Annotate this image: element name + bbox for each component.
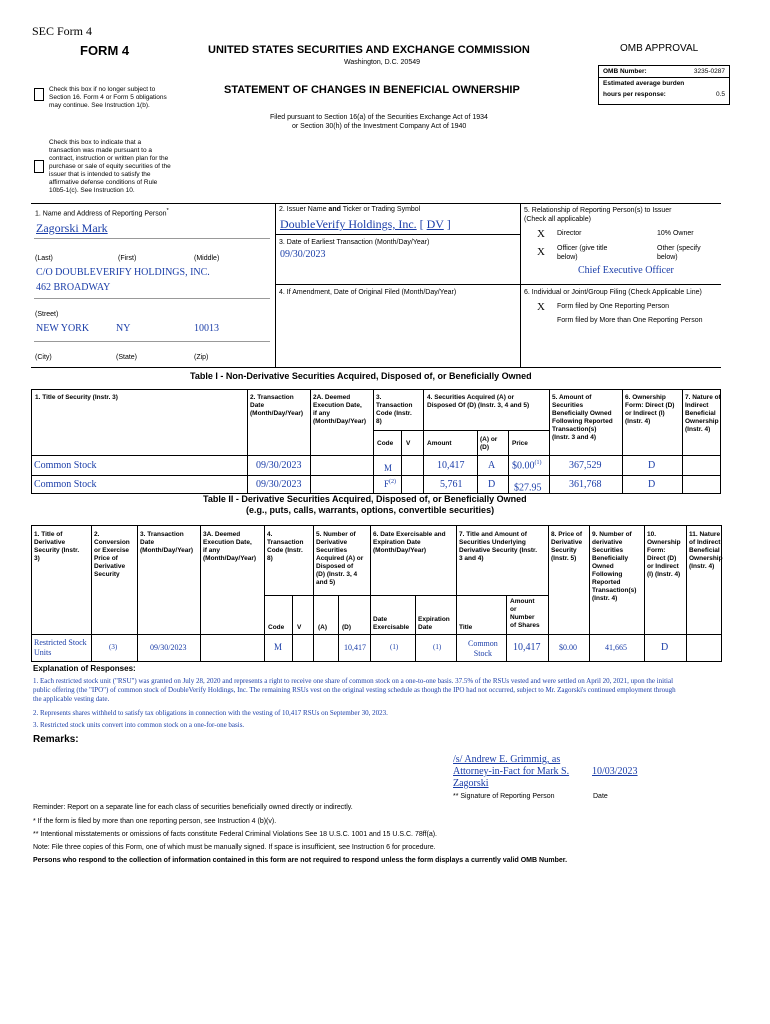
t1-r2-owned: 361,768 <box>569 479 602 490</box>
director-label: Director <box>557 230 582 237</box>
box1-label: 1. Name and Address of Reporting Person* <box>35 208 169 218</box>
t2-h7: 7. Title and Amount of Securities Underlying Derivative Security (Instr. 3 and 4) <box>459 531 538 562</box>
date-label: Date <box>593 793 608 800</box>
t1-r2-form: D <box>648 479 656 490</box>
t2-r1-date: 09/30/2023 <box>150 643 187 652</box>
first-label: (First) <box>118 255 137 262</box>
filed-line-2: or Section 30(h) of the Investment Company Act of 1940 <box>292 123 467 130</box>
form-title: FORM 4 <box>80 43 130 58</box>
t1-sub-price: Price <box>512 440 528 447</box>
director-check[interactable]: X <box>537 228 545 240</box>
t2-r1-underlying-amount: 10,417 <box>513 642 541 653</box>
omb-number: 3235-0287 <box>693 68 725 75</box>
last-label: (Last) <box>35 255 53 262</box>
footnote-1: 1. Each restricted stock unit ("RSU") was granted on July 28, 2020 and represents a right to receive one share of common stock on a one-to-one basis. 37.5% of the RSUs vested and were settled on April 20, 2021, upon the initial public offering (the "IPO") of common stock of DoubleVerify Holdings, Inc. The remaining RSUs vest on the original vesting schedule as though the IPO had not occurred, subject to Mr. Zagorski's continued employment through the applicable vesting date. <box>33 677 676 703</box>
t2-h2: 2. Conversion or Exercise Price of Derivative Security <box>94 531 130 578</box>
t2-h3: 3. Transaction Date (Month/Day/Year) <box>140 531 194 554</box>
t2-h11: 11. Nature of Indirect Beneficial Ownership (Instr. 4) <box>689 531 723 570</box>
footnote-3: 3. Restricted stock units convert into common stock on a one-for-one basis. <box>33 721 245 729</box>
t1-h3: 3. Transaction Code (Instr. 8) <box>376 394 413 425</box>
t1-r1-title: Common Stock <box>34 460 97 471</box>
address-line-2: 462 BROADWAY <box>36 282 111 293</box>
t1-r1-date: 09/30/2023 <box>256 460 302 471</box>
t2-r1-owned: 41,665 <box>605 643 627 652</box>
statement-title: STATEMENT OF CHANGES IN BENEFICIAL OWNERSHIP <box>224 84 520 96</box>
address-line-1: C/O DOUBLEVERIFY HOLDINGS, INC. <box>36 267 210 278</box>
box2-label: 2. Issuer Name and Ticker or Trading Symbol <box>279 206 421 213</box>
t1-h7: 7. Nature of Indirect Beneficial Ownership (Instr. 4) <box>685 394 721 433</box>
reporting-person-name[interactable]: Zagorski Mark <box>36 221 108 235</box>
persons-note: Persons who respond to the collection of information contained in this form are not required to respond unless the form displays a currently valid OMB Number. <box>33 857 568 864</box>
t2-r1-exercisable: (1) <box>390 643 399 651</box>
table1-title: Table I - Non-Derivative Securities Acquired, Disposed of, or Beneficially Owned <box>190 371 532 381</box>
reminder-text: Reminder: Report on a separate line for each class of securities beneficially owned directly or indirectly. <box>33 804 353 811</box>
t2-h6: 6. Date Exercisable and Expiration Date (Month/Day/Year) <box>373 531 446 554</box>
t2-r1-title: Restricted Stock Units <box>34 638 87 657</box>
owner10-label: 10% Owner <box>657 230 694 237</box>
dstar-note: ** Intentional misstatements or omissions of facts constitute Federal Criminal Violations See 18 U.S.C. 1001 and 15 U.S.C. 78ff(a). <box>33 831 437 838</box>
omb-box <box>598 65 730 105</box>
signature: /s/ Andrew E. Grimmig, as Attorney-in-Fact for Mark S. Zagorski <box>453 754 570 789</box>
t2-h1: 1. Title of Derivative Security (Instr. 3) <box>34 531 80 562</box>
t2-r1-underlying-title: Common Stock <box>468 639 498 658</box>
omb-number-label: OMB Number: <box>603 68 647 75</box>
t1-sub-code: Code <box>377 440 394 447</box>
state-value: NY <box>116 323 131 334</box>
t1-r2-code: $F^{(2)}$ <box>384 479 397 489</box>
one-person-label: Form filed by One Reporting Person <box>557 303 670 310</box>
omb-hours-label: hours per response: <box>603 91 666 98</box>
box6-label: 6. Individual or Joint/Group Filing (Check Applicable Line) <box>524 289 702 296</box>
t1-r1-form: D <box>648 460 656 471</box>
t2-h10: 10. Ownership Form: Direct (D) or Indirect (I) (Instr. 4) <box>647 531 681 578</box>
t2-h8: 8. Price of Derivative Security (Instr. 5) <box>551 531 583 562</box>
copies-note: Note: File three copies of this Form, one of which must be manually signed. If space is insufficient, see Instruction 6 for procedure. <box>33 844 436 851</box>
issuer-name: DoubleVerify Holdings, Inc. [ DV ] <box>280 217 451 231</box>
omb-title: OMB APPROVAL <box>620 43 699 54</box>
t1-h2: 2. Transaction Date (Month/Day/Year) <box>250 394 304 417</box>
t2-h5: 5. Number of Derivative Securities Acquired (A) or Disposed of (D) (Instr. 3, 4 and 5) <box>316 531 364 586</box>
filed-line-1: Filed pursuant to Section 16(a) of the Securities Exchange Act of 1934 <box>270 114 488 121</box>
t1-h6: 6. Ownership Form: Direct (D) or Indirect (I) (Instr. 4) <box>625 394 675 425</box>
t1-r1-code: M <box>384 463 393 473</box>
t1-sub-amount: Amount <box>427 440 452 447</box>
t1-sub-v: V <box>406 440 411 447</box>
section16-text: Check this box if no longer subject to Section 16. Form 4 or Form 5 obligations may continue. See Instruction 1(b). <box>49 86 167 109</box>
footnote-2: 2. Represents shares withheld to satisfy tax obligations in connection with the vesting of 10,417 RSUs on September 30, 2023. <box>33 709 388 717</box>
omb-hours: 0.5 <box>715 91 725 98</box>
state-label: (State) <box>116 354 138 361</box>
street-label: (Street) <box>35 311 59 318</box>
box3-label: 3. Date of Earliest Transaction (Month/Day/Year) <box>279 239 430 246</box>
t2-sub-code: Code <box>268 624 285 631</box>
t2-r1-d: 10,417 <box>344 643 366 652</box>
omb-burden-label: Estimated average burden <box>603 80 685 87</box>
table2-title-1: Table II - Derivative Securities Acquired, Disposed of, or Beneficially Owned <box>203 494 527 504</box>
more-person-label: Form filed by More than One Reporting Person <box>557 317 703 324</box>
t1-r2-title: Common Stock <box>34 479 97 490</box>
one-person-check[interactable]: X <box>537 301 545 313</box>
t1-h2a: 2A. Deemed Execution Date, if any (Month/Day/Year) <box>313 394 367 425</box>
t1-sub-aord: (A) or (D) <box>480 436 498 451</box>
t2-sub-amount: Amount or Number of Shares <box>510 598 540 629</box>
t1-r2-amount: 5,761 <box>440 479 463 490</box>
t2-r1-price: $0.00 <box>559 643 577 652</box>
t2-sub-a: (A) <box>318 624 328 631</box>
box5-label: 5. Relationship of Reporting Person(s) to Issuer (Check all applicable) <box>524 207 672 223</box>
t1-r1-amount: 10,417 <box>437 460 465 471</box>
signature-date: 10/03/2023 <box>592 766 638 777</box>
agency-city: Washington, D.C. 20549 <box>344 59 421 66</box>
t1-h5: 5. Amount of Securities Beneficially Owned Following Reported Transaction(s) (Instr. 3 and 4) <box>552 394 613 441</box>
zip-label: (Zip) <box>194 354 209 361</box>
t1-r1-owned: 367,529 <box>569 460 602 471</box>
explanation-title: Explanation of Responses: <box>33 664 136 673</box>
officer-label: Officer (give title below) <box>557 245 608 261</box>
t2-sub-expiration: Expiration Date <box>418 616 450 631</box>
t2-r1-code: M <box>274 642 283 652</box>
t2-h9: 9. Number of derivative Securities Beneficially Owned Following Reported Transaction(s) (Instr. 4) <box>592 531 637 602</box>
t1-r2-price: $27.95 <box>514 482 542 494</box>
t1-r2-date: 09/30/2023 <box>256 479 302 490</box>
t1-r1-price: $0.00$^{(1)}$ <box>512 460 542 472</box>
earliest-transaction-date: 09/30/2023 <box>280 249 326 260</box>
rule10b5-text: Check this box to indicate that a transaction was made pursuant to a contract, instruction or written plan for the purchase or sale of equity securities of the issuer that is intended to satisfy the affirmative defense conditions of Rule 10b5-1(c). See Instruction 10. <box>49 139 171 194</box>
other-label: Other (specify below) <box>657 245 701 261</box>
table2-title-2: (e.g., puts, calls, warrants, options, convertible securities) <box>246 505 495 515</box>
box4-label: 4. If Amendment, Date of Original Filed (Month/Day/Year) <box>279 289 457 296</box>
middle-label: (Middle) <box>194 255 220 262</box>
t1-r2-aord: D <box>488 479 496 490</box>
officer-title: Chief Executive Officer <box>578 265 674 276</box>
sec-form-label: SEC Form 4 <box>32 24 93 38</box>
t2-h4: 4. Transaction Code (Instr. 8) <box>267 531 304 562</box>
t1-r1-aord: A <box>488 460 496 471</box>
t1-h1: 1. Title of Security (Instr. 3) <box>35 394 118 401</box>
section16-checkbox[interactable] <box>34 88 44 101</box>
city-value: NEW YORK <box>36 323 90 334</box>
t2-sub-date-exercisable: Date Exercisable <box>373 616 410 631</box>
t2-r1-expiration: (1) <box>433 643 442 651</box>
t2-r1-form: D <box>661 642 669 653</box>
signature-label: ** Signature of Reporting Person <box>453 793 555 800</box>
officer-check[interactable]: X <box>537 246 545 258</box>
t2-sub-title: Title <box>459 624 473 631</box>
t2-r1-conv: (3) <box>109 643 118 651</box>
t2-sub-d: (D) <box>342 624 352 631</box>
agency-title: UNITED STATES SECURITIES AND EXCHANGE COMMISSION <box>208 44 530 56</box>
zip-value: 10013 <box>194 323 219 334</box>
t1-h4: 4. Securities Acquired (A) or Disposed Of (D) (Instr. 3, 4 and 5) <box>427 394 530 409</box>
t2-h3a: 3A. Deemed Execution Date, if any (Month/Day/Year) <box>203 531 257 562</box>
rule10b5-checkbox[interactable] <box>34 160 44 173</box>
remarks-title: Remarks: <box>33 734 79 745</box>
city-label: (City) <box>35 354 52 361</box>
t2-sub-v: V <box>297 624 302 631</box>
star-note: * If the form is filed by more than one reporting person, see Instruction 4 (b)(v). <box>33 818 277 825</box>
